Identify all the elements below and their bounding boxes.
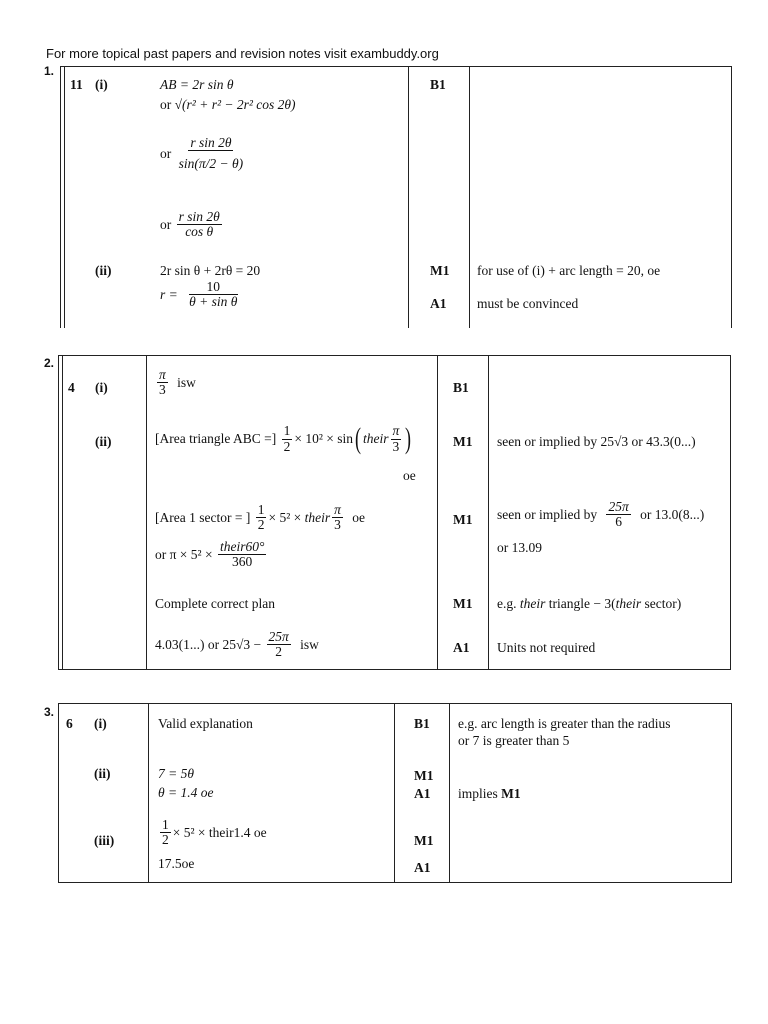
guidance-note: implies M1 <box>458 786 521 801</box>
guidance-note: must be convinced <box>477 296 579 311</box>
guidance-note: e.g. arc length is greater than the radius <box>458 716 671 731</box>
mark-code: A1 <box>453 640 470 655</box>
mark-code: A1 <box>430 296 447 311</box>
part-label: (ii) <box>94 766 111 781</box>
guidance-note: e.g. their triangle − 3(their sector) <box>497 596 682 611</box>
answer-line: Complete correct plan <box>155 596 275 611</box>
answer-line: 7 = 5θ <box>158 766 194 781</box>
answer-line: r = $\frac{10}{\text{θ + sin θ}}$ <box>160 279 238 310</box>
mark-code: M1 <box>453 512 473 527</box>
answer-line: [Area triangle ABC =] $\frac{1}{2}$ × 10² × sin( their $\frac{\pi}{3}$ ) <box>155 422 412 455</box>
answer-line: 17.5oe <box>158 856 195 871</box>
answer-line: Valid explanation <box>158 716 253 731</box>
guidance-note: or 7 is greater than 5 <box>458 733 570 748</box>
answer-line: $\frac{1}{2}$ × 5² × their1.4 oe <box>162 817 267 848</box>
guidance-note: or 13.09 <box>497 540 542 555</box>
guidance-note: Units not required <box>497 640 596 655</box>
mark-code: A1 <box>414 860 431 875</box>
part-label: (i) <box>94 716 107 731</box>
answer-line: or π × 5² × $\frac{\text{their60°}}{360}$ <box>155 539 265 570</box>
answer-line: or √(r² + r² − 2r² cos 2θ) <box>160 97 296 112</box>
mark-code: M1 <box>414 768 434 783</box>
part-label: (i) <box>95 380 108 395</box>
oe-note: oe <box>403 468 416 483</box>
page-header: For more topical past papers and revision notes visit exambuddy.org <box>46 46 439 61</box>
guidance-note: for use of (i) + arc length = 20, oe <box>477 263 661 278</box>
guidance-note: seen or implied by $\frac{25\pi}{6}$ or 13.0(8...) <box>497 499 705 530</box>
question-number-3: 3. <box>44 705 55 719</box>
part-label: (ii) <box>95 263 112 278</box>
mark-code: M1 <box>414 833 434 848</box>
question-label: 6 <box>66 716 73 731</box>
mark-code: M1 <box>430 263 450 278</box>
mark-code: B1 <box>414 716 430 731</box>
question-label: 11 <box>70 77 83 92</box>
mark-code: B1 <box>453 380 469 395</box>
answer-line: or $\frac{\text{r sin 2θ}}{\text{cos θ}}$ <box>160 209 220 240</box>
answer-line: AB = 2r sin θ <box>160 77 234 92</box>
answer-line: $\frac{\pi}{3}$ isw <box>159 367 196 398</box>
part-label: (ii) <box>95 434 112 449</box>
answer-line: 4.03(1...) or 25√3 − $\frac{25\pi}{2}$ isw <box>155 629 319 660</box>
part-label: (i) <box>95 77 108 92</box>
mark-code: M1 <box>453 434 473 449</box>
mark-code: B1 <box>430 77 446 92</box>
part-label: (iii) <box>94 833 115 848</box>
question-number-2: 2. <box>44 356 55 370</box>
guidance-note: seen or implied by 25√3 or 43.3(0...) <box>497 434 696 449</box>
answer-line: [Area 1 sector = ] $\frac{1}{2}$ × 5² × their $\frac{\pi}{3}$ oe <box>155 502 365 533</box>
answer-line: θ = 1.4 oe <box>158 785 214 800</box>
mark-code: A1 <box>414 786 431 801</box>
answer-line: or $\frac{\text{r sin 2θ}}{\sin(\pi/2 - \theta)}$ <box>160 135 244 172</box>
mark-code: M1 <box>453 596 473 611</box>
question-number-1: 1. <box>44 64 55 78</box>
question-label: 4 <box>68 380 75 395</box>
answer-line: 2r sin θ + 2rθ = 20 <box>160 263 261 278</box>
